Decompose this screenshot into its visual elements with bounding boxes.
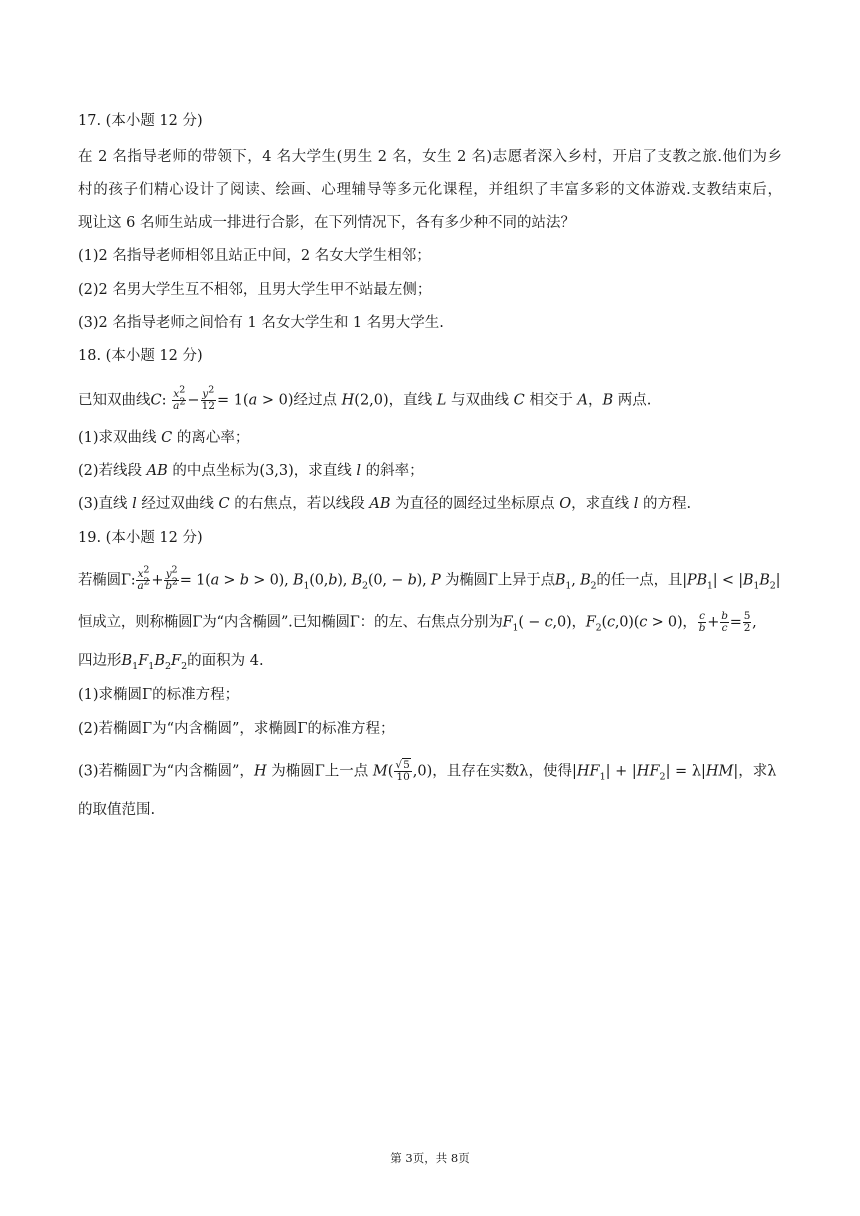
q18-part-3: (3)直线 l 经过双曲线 C 的右焦点，若以线段 AB 为直径的圆经过坐标原点 O，求直线 l 的方程. xyxy=(78,496,692,512)
q18-header: 18. (本小题 12 分) xyxy=(78,348,203,364)
fraction-y2-12: $\frac{y^2}{12}$ xyxy=(201,384,215,412)
q17-stem-line-2: 村的孩子们精心设计了阅读、绘画、心理辅导等多元化课程，并组织了丰富多彩的文体游戏.支教结束后， xyxy=(78,182,782,198)
fraction-sqrt5-10: $\frac{√5}{10}$ xyxy=(395,759,410,783)
q19-header: 19. (本小题 12 分) xyxy=(78,530,203,546)
q19-stem-line-3: 四边形$B_1F_1B_2F_2$的面积为 4. xyxy=(78,653,264,672)
q19-part-1: (1)求椭圆Γ的标准方程； xyxy=(78,687,240,703)
q19-stem-line-1: 若椭圆Γ: $\frac{x^2}{a^2}$ + $\frac{y^2}{b^2}$ = 1(a > b > 0), $B_1(0,b)$, $B_2(0$, − b), P 为椭圆Γ上异于点$B_1$, $B_2$的任一点，且$|PB_1| < |B_1B_2|$ xyxy=(78,564,781,592)
q18-stem: 已知双曲线C: $\frac{x^2}{a^2}$ − $\frac{y^2}{12}$ = 1(a > 0)经过点 H(2,0)，直线 L 与双曲线 C 相交于 A，B 两点. xyxy=(78,384,652,412)
q19-stem-line-2: 恒成立，则称椭圆Γ为“内含椭圆”.已知椭圆Γ：的左、右焦点分别为$F_1( - c,0)$，$F_2(c,0)(c > 0)$， $\frac{c}{b}$ + $\frac{b}{c}$ = $\frac{5}{2}$ , xyxy=(78,610,757,634)
q19-part-3: (3)若椭圆Γ为“内含椭圆”，H 为椭圆Γ上一点 M( $\frac{√5}{10}$ ,0)，且存在实数λ，使得$|HF_1| + |HF_2| = \lambda|HM|$，求λ xyxy=(78,759,777,783)
page-footer: 第 3页，共 8页 xyxy=(390,1151,470,1165)
q17-part-2: (2)2 名男大学生互不相邻，且男大学生甲不站最左侧； xyxy=(78,282,432,298)
q17-part-3: (3)2 名指导老师之间恰有 1 名女大学生和 1 名男大学生. xyxy=(78,315,444,331)
fraction-x2-a2: $\frac{x^2}{a^2}$ xyxy=(173,384,186,412)
q19-part-3-cont: 的取值范围. xyxy=(78,802,156,818)
q18-part-1: (1)求双曲线 C 的离心率； xyxy=(78,430,250,446)
q17-part-1: (1)2 名指导老师相邻且站正中间，2 名女大学生相邻； xyxy=(78,248,431,264)
q17-header: 17. (本小题 12 分) xyxy=(78,113,203,129)
q17-stem-line-3: 现让这 6 名师生站成一排进行合影，在下列情况下，各有多少种不同的站法？ xyxy=(78,215,575,231)
q19-part-2: (2)若椭圆Γ为“内含椭圆”，求椭圆Γ的标准方程； xyxy=(78,721,395,737)
q18-part-2: (2)若线段 AB 的中点坐标为(3,3)，求直线 l 的斜率； xyxy=(78,463,424,479)
q17-stem-line-1: 在 2 名指导老师的带领下，4 名大学生(男生 2 名，女生 2 名)志愿者深入乡村，开启了支教之旅.他们为乡 xyxy=(78,149,782,165)
